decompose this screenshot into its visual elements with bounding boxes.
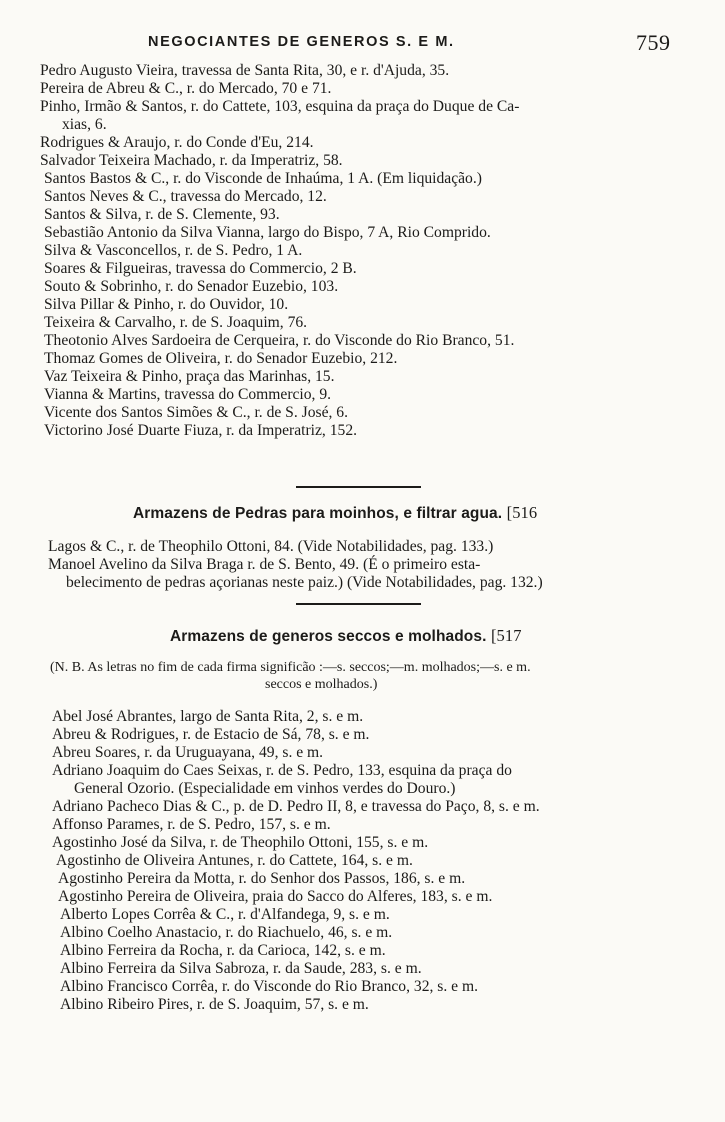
list-item: Albino Francisco Corrêa, r. do Visconde do Rio Branco, 32, s. e m.: [60, 978, 479, 995]
list-item: Vicente dos Santos Simões & C., r. de S. José, 6.: [44, 404, 349, 421]
list-item: Pereira de Abreu & C., r. do Mercado, 70 e 71.: [40, 80, 332, 97]
section-title: Armazens de generos seccos e molhados.: [170, 628, 487, 645]
list-item: Santos Neves & C., travessa do Mercado, 12.: [44, 188, 327, 205]
list-item: Manoel Avelino da Silva Braga r. de S. Bento, 49. (É o primeiro esta-: [48, 556, 481, 573]
page-number: 759: [636, 30, 671, 55]
page-header: [0, 32, 725, 58]
list-item: Santos Bastos & C., r. do Visconde de Inhaúma, 1 A. (Em liquidação.): [44, 170, 482, 187]
section-number: [516: [506, 503, 538, 522]
list-item: Agostinho Pereira da Motta, r. do Senhor dos Passos, 186, s. e m.: [58, 870, 466, 887]
section-heading-517: [170, 626, 522, 646]
list-item: Albino Ferreira da Silva Sabroza, r. da Saude, 283, s. e m.: [60, 960, 422, 977]
legend-note: (N. B. As letras no fim de cada firma significão :—s. seccos;—m. molhados;—s. e m.: [50, 660, 531, 675]
list-item: Albino Coelho Anastacio, r. do Riachuelo, 46, s. e m.: [60, 924, 393, 941]
list-item: Soares & Filgueiras, travessa do Commercio, 2 B.: [44, 260, 357, 277]
list-item: Agostinho Pereira de Oliveira, praia do Sacco do Alferes, 183, s. e m.: [58, 888, 493, 905]
list-item: Salvador Teixeira Machado, r. da Imperatriz, 58.: [40, 152, 343, 169]
legend-note-continuation: seccos e molhados.): [265, 677, 378, 692]
list-item: Pinho, Irmão & Santos, r. do Cattete, 103, esquina da praça do Duque de Ca-: [40, 98, 520, 115]
section-title: Armazens de Pedras para moinhos, e filtrar agua.: [133, 505, 503, 522]
list-item: Affonso Parames, r. de S. Pedro, 157, s. e m.: [52, 816, 331, 833]
list-item: Abreu & Rodrigues, r. de Estacio de Sá, 78, s. e m.: [52, 726, 370, 743]
list-item: Agostinho José da Silva, r. de Theophilo Ottoni, 155, s. e m.: [52, 834, 429, 851]
list-item: Alberto Lopes Corrêa & C., r. d'Alfandega, 9, s. e m.: [60, 906, 390, 923]
section-divider: [296, 603, 421, 605]
list-item: Thomaz Gomes de Oliveira, r. do Senador Euzebio, 212.: [44, 350, 398, 367]
section-divider: [296, 486, 421, 488]
list-item: Silva & Vasconcellos, r. de S. Pedro, 1 A.: [44, 242, 303, 259]
running-title: NEGOCIANTES DE GENEROS S. E M.: [148, 34, 455, 50]
list-item: Vaz Teixeira & Pinho, praça das Marinhas, 15.: [44, 368, 335, 385]
list-item: Abreu Soares, r. da Uruguayana, 49, s. e m.: [52, 744, 324, 761]
list-item: Adriano Pacheco Dias & C., p. de D. Pedro II, 8, e travessa do Paço, 8, s. e m.: [52, 798, 540, 815]
list-item-continuation: General Ozorio. (Especialidade em vinhos verdes do Douro.): [74, 780, 456, 797]
list-item: Pedro Augusto Vieira, travessa de Santa Rita, 30, e r. d'Ajuda, 35.: [40, 62, 450, 79]
list-item: Adriano Joaquim do Caes Seixas, r. de S. Pedro, 133, esquina da praça do: [52, 762, 512, 779]
list-item: Theotonio Alves Sardoeira de Cerqueira, r. do Visconde do Rio Branco, 51.: [44, 332, 515, 349]
list-item: Rodrigues & Araujo, r. do Conde d'Eu, 214.: [40, 134, 314, 151]
list-item: Victorino José Duarte Fiuza, r. da Imperatriz, 152.: [44, 422, 358, 439]
list-item: Silva Pillar & Pinho, r. do Ouvidor, 10.: [44, 296, 289, 313]
list-item: Abel José Abrantes, largo de Santa Rita, 2, s. e m.: [52, 708, 364, 725]
list-item: Teixeira & Carvalho, r. de S. Joaquim, 76.: [44, 314, 308, 331]
list-item: Sebastião Antonio da Silva Vianna, largo do Bispo, 7 A, Rio Comprido.: [44, 224, 491, 241]
list-item: Agostinho de Oliveira Antunes, r. do Cattete, 164, s. e m.: [56, 852, 413, 869]
list-item: Albino Ferreira da Rocha, r. da Carioca, 142, s. e m.: [60, 942, 386, 959]
list-item: Albino Ribeiro Pires, r. de S. Joaquim, 57, s. e m.: [60, 996, 369, 1013]
list-item: Souto & Sobrinho, r. do Senador Euzebio, 103.: [44, 278, 339, 295]
list-item-continuation: belecimento de pedras açorianas neste paiz.) (Vide Notabilidades, pag. 132.): [66, 574, 543, 591]
section-heading-516: [133, 503, 537, 523]
list-item: Lagos & C., r. de Theophilo Ottoni, 84. (Vide Notabilidades, pag. 133.): [48, 538, 494, 555]
list-item: Santos & Silva, r. de S. Clemente, 93.: [44, 206, 280, 223]
list-item-continuation: xias, 6.: [62, 116, 107, 133]
section-number: [517: [490, 626, 522, 645]
list-item: Vianna & Martins, travessa do Commercio, 9.: [44, 386, 332, 403]
